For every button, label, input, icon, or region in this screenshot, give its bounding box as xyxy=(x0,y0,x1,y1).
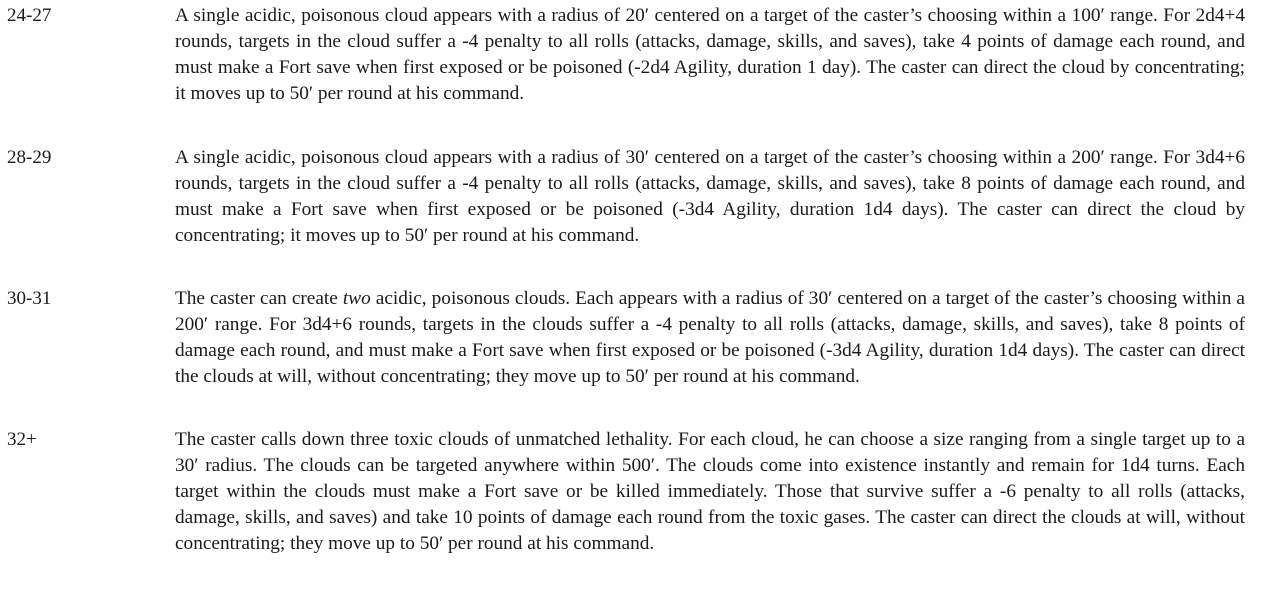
roll-range: 24-27 xyxy=(7,5,52,26)
result-description: A single acidic, poisonous cloud appears with a radius of 20′ centered on a target of the caster’s choosing within a 100′ range. For 2d4+4 rounds, targets in the cloud suffer a -4 penalty to all rolls (attacks, damage, skills, and saves), take 4 points of damage each round, and must make a Fort save when first exposed or be poisoned (-2d4 Agility, duration 1 day). The caster can direct the cloud by concentrating; it moves up to 50′ per round at his command. xyxy=(175,5,1245,104)
result-description: A single acidic, poisonous cloud appears with a radius of 30′ centered on a target of the caster’s choosing within a 200′ range. For 3d4+6 rounds, targets in the cloud suffer a -4 penalty to all rolls (attacks, damage, skills, and saves), take 8 points of damage each round, and must make a Fort save when first exposed or be poisoned (-3d4 Agility, duration 1d4 days). The caster can direct the cloud by concentrating; it moves up to 50′ per round at his command. xyxy=(175,147,1245,246)
description-text: acidic, poisonous clouds. Each appears with a radius of 30′ centered on a target of the caster’s choosing within a 200′ range. For 3d4+6 rounds, targets in the clouds suffer a -4 penalty to all rolls (attacks, damage, skills, and saves), take 8 points of damage each round, and must make a Fort save when first exposed or be poisoned (-3d4 Agility, duration 1d4 days). The caster can direct the clouds at will, without concentrating; they move up to 50′ per round at his command. xyxy=(175,288,1245,387)
emphasis-text: two xyxy=(342,288,371,309)
description-text: The caster can create xyxy=(175,288,343,309)
roll-range: 32+ xyxy=(7,429,37,450)
roll-range: 28-29 xyxy=(7,147,52,168)
result-description: The caster calls down three toxic clouds of unmatched lethality. For each cloud, he can choose a size ranging from a single target up to a 30′ radius. The clouds can be targeted anywhere within 500′. The clouds come into existence instantly and remain for 1d4 turns. Each target within the clouds must make a Fort save or be killed immediately. Those that survive suffer a -6 penalty to all rolls (attacks, damage, skills, and saves) and take 10 points of damage each round from the toxic gases. The caster can direct the clouds at will, without concentrating; they move up to 50′ per round at his command. xyxy=(175,429,1245,554)
roll-range: 30-31 xyxy=(7,288,52,309)
result-description xyxy=(175,286,1245,390)
